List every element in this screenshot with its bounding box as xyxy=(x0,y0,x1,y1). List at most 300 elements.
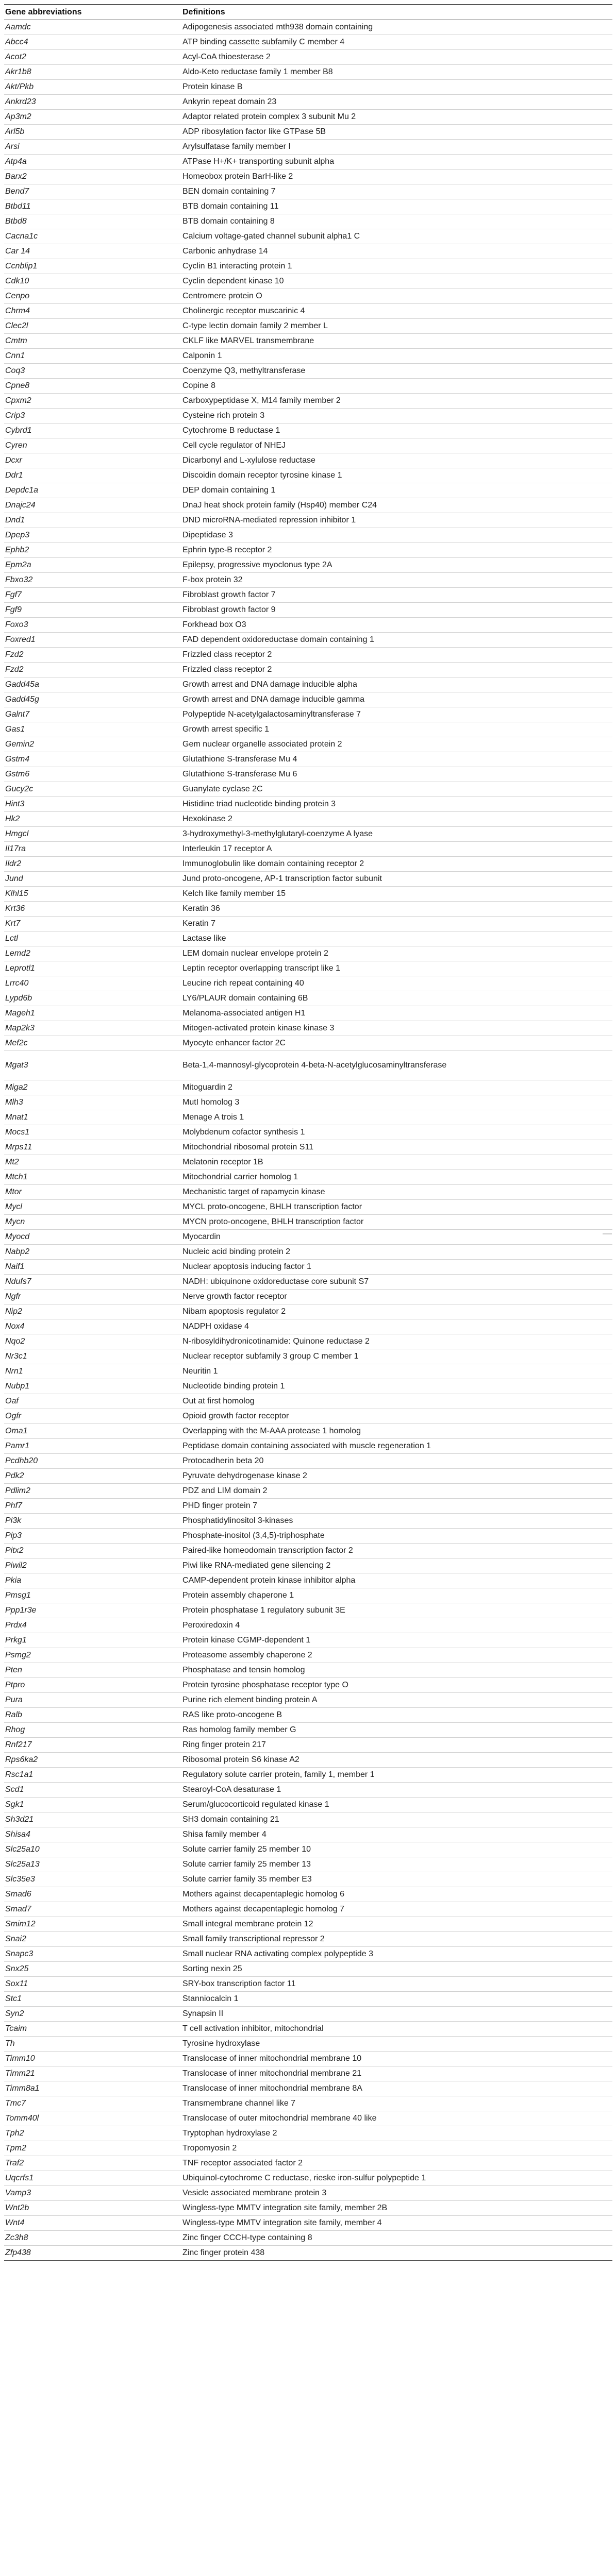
definition-cell: Polypeptide N-acetylgalactosaminyltransferase 7 xyxy=(181,707,612,722)
definition-cell: Protein phosphatase 1 regulatory subunit 3E xyxy=(181,1603,612,1618)
gene-abbreviation-cell: Syn2 xyxy=(4,2007,181,2022)
table-row xyxy=(4,498,612,513)
gene-abbreviation-cell: Lctl xyxy=(4,931,181,946)
gene-abbreviation-cell: Piwil2 xyxy=(4,1558,181,1573)
gene-abbreviation-cell: Btbd11 xyxy=(4,199,181,214)
table-row xyxy=(4,244,612,259)
definition-cell: Immunoglobulin like domain containing receptor 2 xyxy=(181,857,612,872)
definition-cell: Vesicle associated membrane protein 3 xyxy=(181,2186,612,2201)
gene-abbreviation-cell: Tcaim xyxy=(4,2022,181,2037)
gene-abbreviation-cell: Jund xyxy=(4,872,181,887)
table-row xyxy=(4,1215,612,1230)
gene-abbreviation-cell: Fgf9 xyxy=(4,603,181,618)
gene-abbreviation-cell: Prdx4 xyxy=(4,1618,181,1633)
gene-abbreviation-cell: Ddr1 xyxy=(4,468,181,483)
gene-abbreviation-cell: Crip3 xyxy=(4,409,181,423)
definition-cell: Mechanistic target of rapamycin kinase xyxy=(181,1185,612,1200)
gene-abbreviation-cell: Miga2 xyxy=(4,1080,181,1095)
table-row xyxy=(4,946,612,961)
gene-abbreviation-cell: Pi3k xyxy=(4,1514,181,1529)
definition-cell: Zinc finger CCCH-type containing 8 xyxy=(181,2231,612,2246)
table-row xyxy=(4,991,612,1006)
definition-cell: Ras homolog family member G xyxy=(181,1723,612,1738)
gene-abbreviation-cell: Snapc3 xyxy=(4,1947,181,1962)
gene-abbreviation-cell: Pitx2 xyxy=(4,1544,181,1558)
table-row xyxy=(4,2096,612,2111)
gene-abbreviation-cell: Dpep3 xyxy=(4,528,181,543)
definition-cell: Histidine triad nucleotide binding protein 3 xyxy=(181,797,612,812)
definition-cell: Peroxiredoxin 4 xyxy=(181,1618,612,1633)
definition-cell: Small integral membrane protein 12 xyxy=(181,1917,612,1932)
gene-abbreviation-cell: Chrm4 xyxy=(4,304,181,319)
definition-cell: RAS like proto-oncogene B xyxy=(181,1708,612,1723)
definition-cell: Calponin 1 xyxy=(181,349,612,364)
gene-abbreviation-cell: Cybrd1 xyxy=(4,423,181,438)
table-row xyxy=(4,1827,612,1842)
table-row xyxy=(4,1349,612,1364)
gene-abbreviation-cell: Sox11 xyxy=(4,1977,181,1992)
definition-cell: N-ribosyldihydronicotinamide: Quinone reductase 2 xyxy=(181,1334,612,1349)
gene-abbreviation-cell: Scd1 xyxy=(4,1783,181,1798)
definition-cell: LEM domain nuclear envelope protein 2 xyxy=(181,946,612,961)
table-row xyxy=(4,364,612,379)
definition-cell: Epilepsy, progressive myoclonus type 2A xyxy=(181,558,612,573)
gene-abbreviation-cell: Tmc7 xyxy=(4,2096,181,2111)
definition-cell: Cysteine rich protein 3 xyxy=(181,409,612,423)
table-row xyxy=(4,259,612,274)
definition-cell: Shisa family member 4 xyxy=(181,1827,612,1842)
table-row xyxy=(4,842,612,857)
definition-cell: FAD dependent oxidoreductase domain containing 1 xyxy=(181,633,612,648)
table-row xyxy=(4,2007,612,2022)
definition-cell: Adipogenesis associated mth938 domain containing xyxy=(181,20,612,35)
gene-abbreviation-cell: Fgf7 xyxy=(4,588,181,603)
table-row xyxy=(4,1319,612,1334)
table-row xyxy=(4,394,612,409)
definition-cell: Transmembrane channel like 7 xyxy=(181,2096,612,2111)
gene-abbreviation-cell: Cacna1c xyxy=(4,229,181,244)
gene-abbreviation-cell: Lrrc40 xyxy=(4,976,181,991)
gene-abbreviation-cell: Ppp1r3e xyxy=(4,1603,181,1618)
table-row xyxy=(4,1812,612,1827)
table-row xyxy=(4,1693,612,1708)
table-row xyxy=(4,2246,612,2261)
definition-cell: Small family transcriptional repressor 2 xyxy=(181,1932,612,1947)
gene-abbreviation-cell: Btbd8 xyxy=(4,214,181,229)
gene-abbreviation-cell: Mgat3 xyxy=(4,1051,181,1080)
definition-cell: Menage A trois 1 xyxy=(181,1110,612,1125)
definition-cell: Glutathione S-transferase Mu 6 xyxy=(181,767,612,782)
definition-cell: Phosphatase and tensin homolog xyxy=(181,1663,612,1678)
gene-abbreviation-cell: Cnn1 xyxy=(4,349,181,364)
gene-abbreviation-cell: Mlh3 xyxy=(4,1095,181,1110)
definition-cell: Leptin receptor overlapping transcript like 1 xyxy=(181,961,612,976)
gene-abbreviation-cell: Stc1 xyxy=(4,1992,181,2007)
definition-cell: Tyrosine hydroxylase xyxy=(181,2037,612,2052)
definition-cell: F-box protein 32 xyxy=(181,573,612,588)
definition-cell: Adaptor related protein complex 3 subunit Mu 2 xyxy=(181,110,612,125)
definition-cell: Gem nuclear organelle associated protein 2 xyxy=(181,737,612,752)
table-row xyxy=(4,1379,612,1394)
definition-cell: TNF receptor associated factor 2 xyxy=(181,2156,612,2171)
gene-abbreviation-cell: Pcdhb20 xyxy=(4,1454,181,1469)
table-row xyxy=(4,2111,612,2126)
table-row xyxy=(4,2052,612,2066)
definition-cell: Centromere protein O xyxy=(181,289,612,304)
gene-abbreviation-cell: Cpxm2 xyxy=(4,394,181,409)
definition-cell: Stearoyl-CoA desaturase 1 xyxy=(181,1783,612,1798)
gene-abbreviation-cell: Pamr1 xyxy=(4,1439,181,1454)
gene-abbreviation-cell: Gemin2 xyxy=(4,737,181,752)
definition-cell: Ribosomal protein S6 kinase A2 xyxy=(181,1753,612,1768)
gene-abbreviation-cell: Ankrd23 xyxy=(4,95,181,110)
gene-abbreviation-cell: Rnf217 xyxy=(4,1738,181,1753)
table-row xyxy=(4,603,612,618)
table-row xyxy=(4,1902,612,1917)
gene-abbreviation-cell: Gstm4 xyxy=(4,752,181,767)
table-row xyxy=(4,797,612,812)
gene-abbreviation-cell: Pdk2 xyxy=(4,1469,181,1484)
definition-cell: T cell activation inhibitor, mitochondrial xyxy=(181,2022,612,2037)
table-row xyxy=(4,2141,612,2156)
definition-cell: Stanniocalcin 1 xyxy=(181,1992,612,2007)
definition-cell: Wingless-type MMTV integration site family, member 4 xyxy=(181,2216,612,2231)
table-row xyxy=(4,1678,612,1693)
gene-abbreviation-cell: Akr1b8 xyxy=(4,65,181,80)
gene-abbreviation-cell: Mef2c xyxy=(4,1036,181,1051)
gene-abbreviation-cell: Dcxr xyxy=(4,453,181,468)
definition-cell: Ring finger protein 217 xyxy=(181,1738,612,1753)
gene-abbreviation-cell: Myocd xyxy=(4,1230,181,1245)
definition-cell: Fibroblast growth factor 7 xyxy=(181,588,612,603)
gene-abbreviation-cell: Ralb xyxy=(4,1708,181,1723)
definition-cell: ATPase H+/K+ transporting subunit alpha xyxy=(181,155,612,170)
table-row xyxy=(4,1424,612,1439)
gene-abbreviation-cell: Akt/Pkb xyxy=(4,80,181,95)
definition-cell: Carbonic anhydrase 14 xyxy=(181,244,612,259)
gene-abbreviation-cell: Cmtm xyxy=(4,334,181,349)
definition-cell: Wingless-type MMTV integration site family, member 2B xyxy=(181,2201,612,2216)
gene-abbreviation-cell: Arsi xyxy=(4,140,181,155)
table-row xyxy=(4,1304,612,1319)
definition-cell: Discoidin domain receptor tyrosine kinase 1 xyxy=(181,468,612,483)
gene-abbreviation-cell: Mt2 xyxy=(4,1155,181,1170)
table-row xyxy=(4,468,612,483)
gene-abbreviation-cell: Zfp438 xyxy=(4,2246,181,2261)
gene-abbreviation-cell: Depdc1a xyxy=(4,483,181,498)
table-row xyxy=(4,1842,612,1857)
gene-abbreviation-cell: Nip2 xyxy=(4,1304,181,1319)
gene-abbreviation-cell: Aamdc xyxy=(4,20,181,35)
gene-abbreviation-cell: Smad6 xyxy=(4,1887,181,1902)
definition-cell: Dicarbonyl and L-xylulose reductase xyxy=(181,453,612,468)
gene-abbreviation-cell: Timm8a1 xyxy=(4,2081,181,2096)
gene-abbreviation-cell: Ptpro xyxy=(4,1678,181,1693)
table-row xyxy=(4,1051,612,1080)
table-row xyxy=(4,1155,612,1170)
table-row xyxy=(4,1917,612,1932)
table-row xyxy=(4,633,612,648)
table-row xyxy=(4,857,612,872)
table-row xyxy=(4,1588,612,1603)
definition-cell: Cytochrome B reductase 1 xyxy=(181,423,612,438)
gene-abbreviation-cell: Naif1 xyxy=(4,1260,181,1275)
definition-cell: Cyclin B1 interacting protein 1 xyxy=(181,259,612,274)
table-row xyxy=(4,1872,612,1887)
gene-abbreviation-cell: Klhl15 xyxy=(4,887,181,902)
table-row xyxy=(4,483,612,498)
gene-abbreviation-cell: Lypd6b xyxy=(4,991,181,1006)
gene-abbreviation-cell: Gadd45g xyxy=(4,692,181,707)
table-row xyxy=(4,737,612,752)
table-row xyxy=(4,319,612,334)
table-row xyxy=(4,1514,612,1529)
definition-cell: Growth arrest and DNA damage inducible alpha xyxy=(181,677,612,692)
gene-abbreviation-cell: Gstm6 xyxy=(4,767,181,782)
definition-cell: Calcium voltage-gated channel subunit alpha1 C xyxy=(181,229,612,244)
table-row xyxy=(4,409,612,423)
gene-abbreviation-cell: Mrps11 xyxy=(4,1140,181,1155)
definition-cell: DEP domain containing 1 xyxy=(181,483,612,498)
definition-cell: Ubiquinol-cytochrome C reductase, rieske iron-sulfur polypeptide 1 xyxy=(181,2171,612,2186)
gene-abbreviation-cell: Wnt2b xyxy=(4,2201,181,2216)
gene-abbreviation-cell: Ildr2 xyxy=(4,857,181,872)
definition-cell: Protein assembly chaperone 1 xyxy=(181,1588,612,1603)
table-row xyxy=(4,1125,612,1140)
gene-abbreviation-cell: Pkia xyxy=(4,1573,181,1588)
table-row xyxy=(4,1738,612,1753)
table-row xyxy=(4,1290,612,1304)
table-body xyxy=(4,20,612,2261)
table-row xyxy=(4,1185,612,1200)
definition-cell: CAMP-dependent protein kinase inhibitor alpha xyxy=(181,1573,612,1588)
definition-cell: Tryptophan hydroxylase 2 xyxy=(181,2126,612,2141)
gene-abbreviation-cell: Rhog xyxy=(4,1723,181,1738)
definition-cell: Kelch like family member 15 xyxy=(181,887,612,902)
table-row xyxy=(4,887,612,902)
table-row xyxy=(4,423,612,438)
table-row xyxy=(4,1110,612,1125)
definition-cell: Nibam apoptosis regulator 2 xyxy=(181,1304,612,1319)
definition-cell: Translocase of outer mitochondrial membrane 40 like xyxy=(181,2111,612,2126)
table-row xyxy=(4,1783,612,1798)
table-row xyxy=(4,573,612,588)
gene-abbreviation-cell: Ephb2 xyxy=(4,543,181,558)
table-row xyxy=(4,692,612,707)
gene-abbreviation-cell: Bend7 xyxy=(4,184,181,199)
table-row xyxy=(4,722,612,737)
definition-cell: Lactase like xyxy=(181,931,612,946)
table-row xyxy=(4,65,612,80)
definition-cell: BEN domain containing 7 xyxy=(181,184,612,199)
gene-abbreviation-cell: Timm21 xyxy=(4,2066,181,2081)
gene-abbreviation-cell: Nr3c1 xyxy=(4,1349,181,1364)
table-row xyxy=(4,2156,612,2171)
definition-cell: Cell cycle regulator of NHEJ xyxy=(181,438,612,453)
definition-cell: Proteasome assembly chaperone 2 xyxy=(181,1648,612,1663)
gene-abbreviation-cell: Barx2 xyxy=(4,170,181,184)
gene-abbreviation-cell: Ngfr xyxy=(4,1290,181,1304)
table-row xyxy=(4,170,612,184)
definition-cell: Sorting nexin 25 xyxy=(181,1962,612,1977)
table-row xyxy=(4,1573,612,1588)
gene-abbreviation-cell: Nox4 xyxy=(4,1319,181,1334)
definition-cell: Small nuclear RNA activating complex polypeptide 3 xyxy=(181,1947,612,1962)
gene-abbreviation-cell: Psmg2 xyxy=(4,1648,181,1663)
table-row xyxy=(4,1887,612,1902)
gene-abbreviation-cell: Mycl xyxy=(4,1200,181,1215)
gene-abbreviations-table xyxy=(4,4,612,2261)
gene-abbreviation-cell: Mageh1 xyxy=(4,1006,181,1021)
definition-cell: Peptidase domain containing associated with muscle regeneration 1 xyxy=(181,1439,612,1454)
table-row xyxy=(4,35,612,50)
table-row xyxy=(4,707,612,722)
table-row xyxy=(4,125,612,140)
table-row xyxy=(4,1439,612,1454)
definition-cell: Homeobox protein BarH-like 2 xyxy=(181,170,612,184)
gene-abbreviation-cell: Rps6ka2 xyxy=(4,1753,181,1768)
definition-cell: Dipeptidase 3 xyxy=(181,528,612,543)
gene-abbreviation-cell: Cenpo xyxy=(4,289,181,304)
definition-cell: Growth arrest and DNA damage inducible gamma xyxy=(181,692,612,707)
definition-cell: Growth arrest specific 1 xyxy=(181,722,612,737)
definition-cell: Hexokinase 2 xyxy=(181,812,612,827)
table-row xyxy=(4,1454,612,1469)
definition-cell: Jund proto-oncogene, AP-1 transcription factor subunit xyxy=(181,872,612,887)
gene-abbreviation-cell: Smad7 xyxy=(4,1902,181,1917)
table-row xyxy=(4,1200,612,1215)
definition-cell: Pyruvate dehydrogenase kinase 2 xyxy=(181,1469,612,1484)
definition-cell: Paired-like homeodomain transcription factor 2 xyxy=(181,1544,612,1558)
gene-abbreviation-cell: Phf7 xyxy=(4,1499,181,1514)
definition-cell: Fibroblast growth factor 9 xyxy=(181,603,612,618)
table-row xyxy=(4,1962,612,1977)
gene-abbreviation-cell: Pmsg1 xyxy=(4,1588,181,1603)
gene-abbreviation-cell: Cpne8 xyxy=(4,379,181,394)
table-row xyxy=(4,1036,612,1051)
definition-cell: Protein kinase B xyxy=(181,80,612,95)
gene-abbreviation-cell: Gadd45a xyxy=(4,677,181,692)
table-row xyxy=(4,155,612,170)
table-row xyxy=(4,2171,612,2186)
table-row xyxy=(4,543,612,558)
table-row xyxy=(4,274,612,289)
table-row xyxy=(4,752,612,767)
definition-cell: Synapsin II xyxy=(181,2007,612,2022)
gene-abbreviation-cell: Zc3h8 xyxy=(4,2231,181,2246)
definition-cell: SH3 domain containing 21 xyxy=(181,1812,612,1827)
definition-cell: MYCL proto-oncogene, BHLH transcription factor xyxy=(181,1200,612,1215)
gene-abbreviation-cell: Abcc4 xyxy=(4,35,181,50)
table-row xyxy=(4,618,612,633)
definition-cell: Translocase of inner mitochondrial membrane 10 xyxy=(181,2052,612,2066)
gene-abbreviation-cell: Atp4a xyxy=(4,155,181,170)
gene-abbreviation-cell: Cdk10 xyxy=(4,274,181,289)
definition-cell: Zinc finger protein 438 xyxy=(181,2246,612,2261)
header-row xyxy=(4,5,612,20)
gene-abbreviation-cell: Nqo2 xyxy=(4,1334,181,1349)
gene-abbreviation-cell: Epm2a xyxy=(4,558,181,573)
gene-abbreviation-cell: Dnd1 xyxy=(4,513,181,528)
definition-cell: Frizzled class receptor 2 xyxy=(181,648,612,663)
gene-abbreviation-cell: Timm10 xyxy=(4,2052,181,2066)
table-row xyxy=(4,558,612,573)
gene-abbreviation-cell: Fbxo32 xyxy=(4,573,181,588)
table-row xyxy=(4,1394,612,1409)
gene-abbreviation-cell: Sgk1 xyxy=(4,1798,181,1812)
table-row xyxy=(4,1798,612,1812)
definition-cell: LY6/PLAUR domain containing 6B xyxy=(181,991,612,1006)
definition-cell: Keratin 7 xyxy=(181,917,612,931)
definition-cell: Acyl-CoA thioesterase 2 xyxy=(181,50,612,65)
table-row xyxy=(4,663,612,677)
gene-abbreviation-cell: Mocs1 xyxy=(4,1125,181,1140)
table-row xyxy=(4,2126,612,2141)
definition-cell: Nuclear apoptosis inducing factor 1 xyxy=(181,1260,612,1275)
table-row xyxy=(4,528,612,543)
definition-cell: Mitoguardin 2 xyxy=(181,1080,612,1095)
gene-abbreviation-cell: Ndufs7 xyxy=(4,1275,181,1290)
definition-cell: DnaJ heat shock protein family (Hsp40) member C24 xyxy=(181,498,612,513)
gene-abbreviation-cell: Th xyxy=(4,2037,181,2052)
table-row xyxy=(4,1663,612,1678)
table-row xyxy=(4,334,612,349)
gene-abbreviation-cell: Gucy2c xyxy=(4,782,181,797)
gene-abbreviation-cell: Clec2l xyxy=(4,319,181,334)
definition-cell: C-type lectin domain family 2 member L xyxy=(181,319,612,334)
table-row xyxy=(4,767,612,782)
gene-abbreviation-cell: Tpm2 xyxy=(4,2141,181,2156)
table-row xyxy=(4,2081,612,2096)
definition-cell: Nucleotide binding protein 1 xyxy=(181,1379,612,1394)
definition-cell: Piwi like RNA-mediated gene silencing 2 xyxy=(181,1558,612,1573)
gene-abbreviation-cell: Il17ra xyxy=(4,842,181,857)
definition-cell: Molybdenum cofactor synthesis 1 xyxy=(181,1125,612,1140)
definition-cell: Aldo-Keto reductase family 1 member B8 xyxy=(181,65,612,80)
gene-abbreviation-cell: Slc35e3 xyxy=(4,1872,181,1887)
definition-cell: NADPH oxidase 4 xyxy=(181,1319,612,1334)
table-row xyxy=(4,976,612,991)
definition-cell: Regulatory solute carrier protein, family 1, member 1 xyxy=(181,1768,612,1783)
table-row xyxy=(4,872,612,887)
table-row xyxy=(4,588,612,603)
gene-abbreviation-cell: Vamp3 xyxy=(4,2186,181,2201)
definition-cell: Solute carrier family 25 member 10 xyxy=(181,1842,612,1857)
gene-abbreviation-cell: Fzd2 xyxy=(4,648,181,663)
definition-cell: Cyclin dependent kinase 10 xyxy=(181,274,612,289)
gene-abbreviation-cell: Cyren xyxy=(4,438,181,453)
table-row xyxy=(4,917,612,931)
table-row xyxy=(4,1170,612,1185)
definition-cell: PHD finger protein 7 xyxy=(181,1499,612,1514)
definition-cell: Forkhead box O3 xyxy=(181,618,612,633)
table-row xyxy=(4,214,612,229)
gene-abbreviation-cell: Uqcrfs1 xyxy=(4,2171,181,2186)
table-row xyxy=(4,1708,612,1723)
definition-cell: Tropomyosin 2 xyxy=(181,2141,612,2156)
gene-abbreviation-cell: Ccnblip1 xyxy=(4,259,181,274)
definition-cell: BTB domain containing 11 xyxy=(181,199,612,214)
gene-abbreviation-cell: Oaf xyxy=(4,1394,181,1409)
table-row xyxy=(4,184,612,199)
table-row xyxy=(4,95,612,110)
definition-cell: Carboxypeptidase X, M14 family member 2 xyxy=(181,394,612,409)
gene-abbreviation-cell: Acot2 xyxy=(4,50,181,65)
gene-abbreviation-cell: Mtch1 xyxy=(4,1170,181,1185)
table-row xyxy=(4,648,612,663)
definition-cell: Purine rich element binding protein A xyxy=(181,1693,612,1708)
definition-cell: Coenzyme Q3, methyltransferase xyxy=(181,364,612,379)
